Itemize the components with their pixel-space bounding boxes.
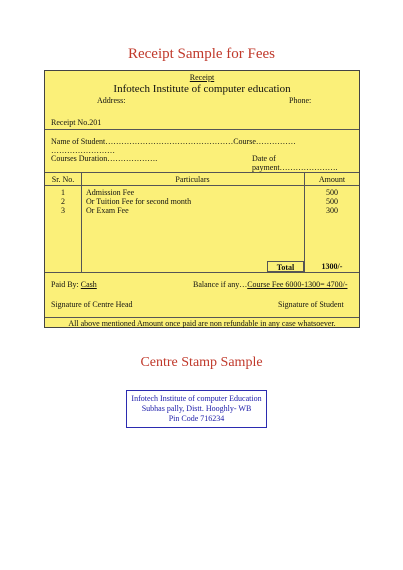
column-divider (81, 172, 82, 272)
column-divider (304, 172, 305, 272)
receipt-heading: Receipt (189, 73, 215, 82)
column-header-particulars: Particulars (175, 175, 210, 184)
student-name-line: Name of Student…………………………………………Course…………… …………………… (51, 137, 296, 155)
institute-name: Infotech Institute of computer education (113, 83, 291, 95)
paid-by-label: Paid By: (51, 280, 79, 289)
table-top-border (45, 172, 359, 173)
divider (45, 317, 359, 318)
row-number: 2 (61, 197, 65, 206)
row-number: 1 (61, 188, 65, 197)
total-label: Total (267, 261, 304, 272)
refund-note: All above mentioned Amount once paid are non refundable in any case whatsoever. (68, 319, 336, 328)
page-title: Receipt Sample for Fees (127, 46, 276, 62)
signature-student: Signature of Student (278, 300, 344, 309)
row-particular: Admission Fee (86, 188, 135, 197)
row-number: 3 (61, 206, 65, 215)
course-duration-line: Courses Duration………………. (51, 154, 158, 163)
payment-date-line: Date of payment…………………. (252, 154, 338, 172)
row-amount: 500 (326, 197, 338, 206)
row-particular: Or Exam Fee (86, 206, 129, 215)
stamp-line: Infotech Institute of computer Education (131, 394, 262, 403)
stamp-line: Subhas pally, Distt. Hooghly- WB (141, 404, 252, 413)
paid-by (51, 280, 97, 289)
table-bottom-border (45, 272, 359, 273)
total-value: 1300/- (321, 262, 343, 271)
stamp-line: Pin Code 716234 (168, 414, 225, 423)
row-amount: 300 (326, 206, 338, 215)
centre-stamp (126, 390, 267, 428)
paid-by-value: Cash (80, 280, 97, 289)
receipt-number: Receipt No.201 (51, 118, 102, 127)
column-header-amount: Amount (318, 175, 346, 184)
table-header-border (45, 185, 359, 186)
balance-label: Balance if any… (193, 280, 248, 289)
signature-centre-head: Signature of Centre Head (51, 300, 133, 309)
row-amount: 500 (326, 188, 338, 197)
column-header-srno: Sr. No. (51, 175, 75, 184)
address-label: Address: (97, 96, 126, 105)
row-particular: Or Tuition Fee for second month (86, 197, 192, 206)
divider (45, 129, 359, 130)
balance-value: Course Fee 6000-1300= 4700/- (247, 280, 348, 289)
phone-label: Phone: (289, 96, 312, 105)
stamp-title: Centre Stamp Sample (140, 355, 263, 370)
fee-receipt (44, 70, 360, 328)
balance (193, 280, 347, 289)
